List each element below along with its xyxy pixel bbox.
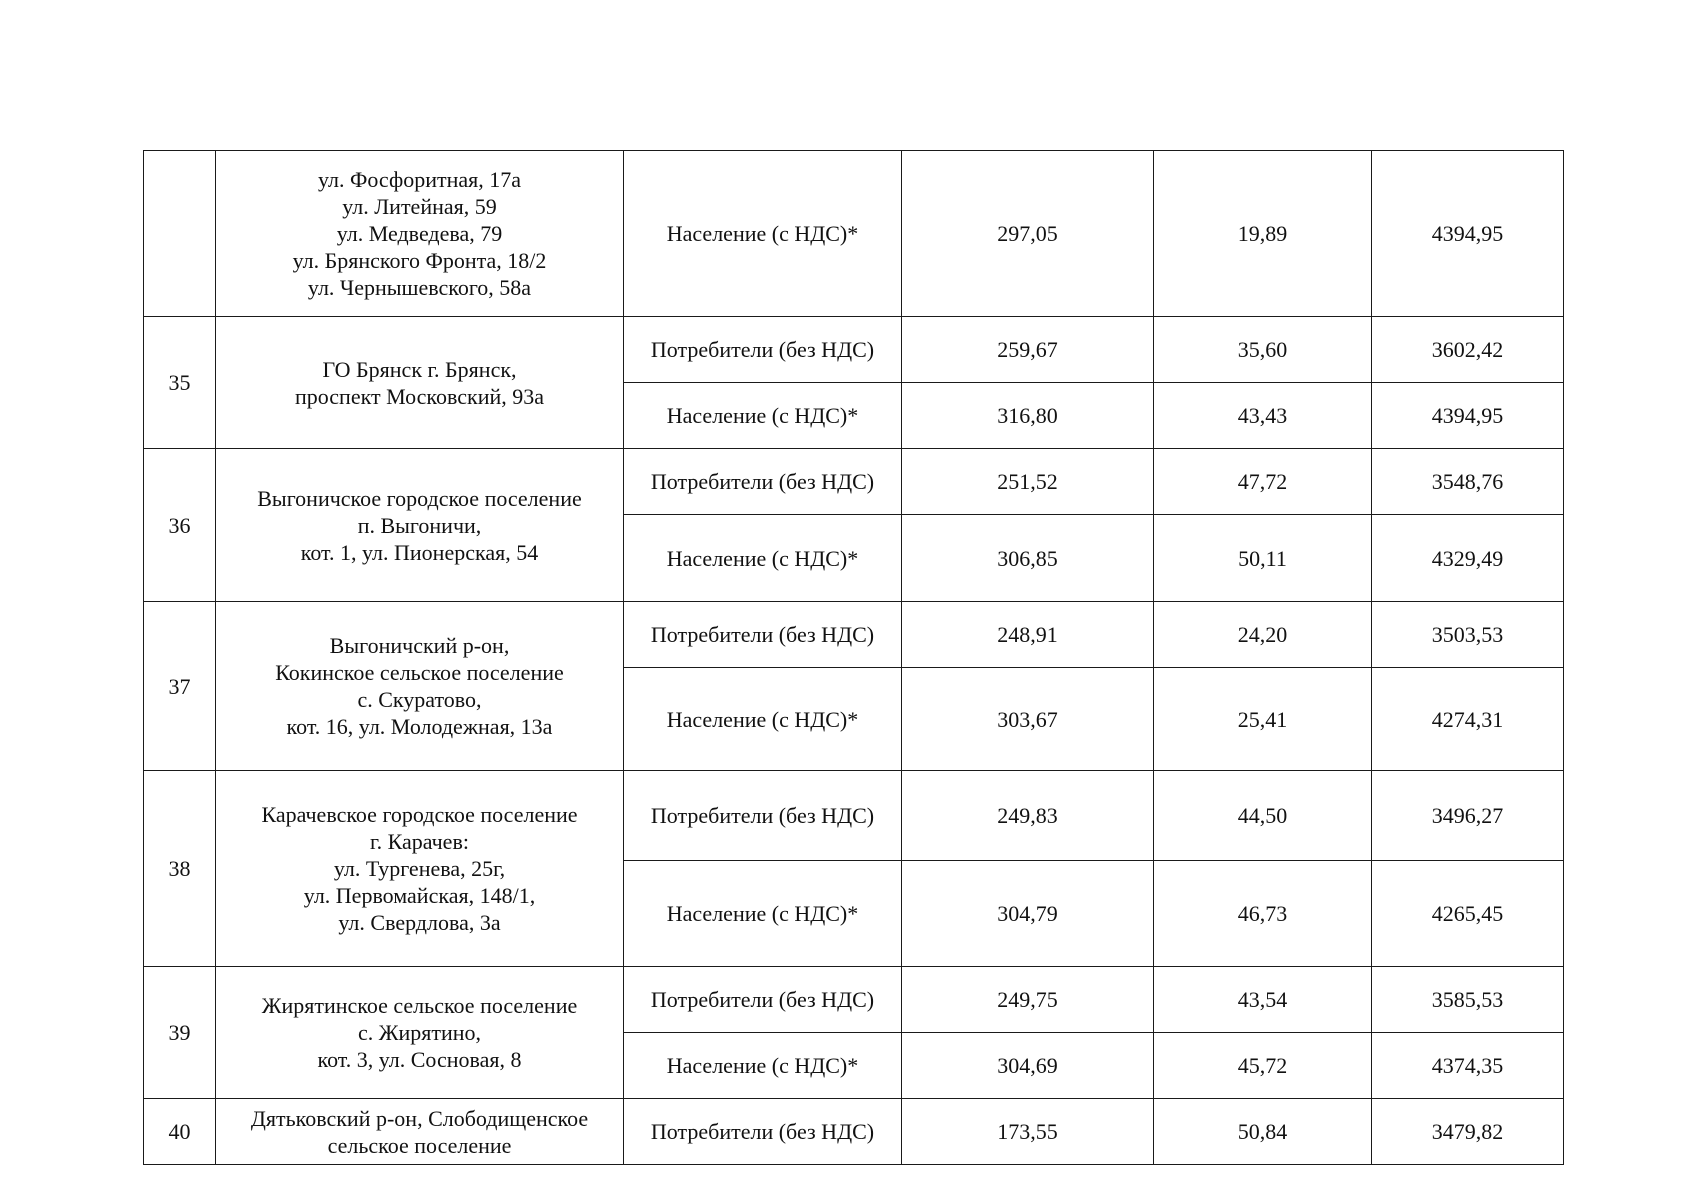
address-cell: Карачевское городское поселение г. Карачев: ул. Тургенева, 25г, ул. Первомайская, 148/1, ул. Свердлова, 3а (216, 771, 624, 967)
table-body (144, 151, 1564, 1165)
table-row (144, 602, 1564, 668)
value-cell-3: 3585,53 (1372, 967, 1564, 1033)
value-cell-2: 35,60 (1154, 317, 1372, 383)
row-number (144, 151, 216, 317)
value-cell-1: 259,67 (902, 317, 1154, 383)
value-cell-2: 50,11 (1154, 515, 1372, 602)
tariff-table (143, 150, 1564, 1165)
consumer-category-cell: Население (с НДС)* (624, 151, 902, 317)
row-number: 37 (144, 602, 216, 771)
consumer-category-cell: Потребители (без НДС) (624, 317, 902, 383)
value-cell-3: 4265,45 (1372, 861, 1564, 967)
value-cell-2: 44,50 (1154, 771, 1372, 861)
value-cell-3: 4329,49 (1372, 515, 1564, 602)
value-cell-3: 3503,53 (1372, 602, 1564, 668)
row-number: 40 (144, 1099, 216, 1165)
consumer-category-cell: Население (с НДС)* (624, 383, 902, 449)
address-cell: ГО Брянск г. Брянск, проспект Московский, 93а (216, 317, 624, 449)
consumer-category-cell: Население (с НДС)* (624, 861, 902, 967)
consumer-category-cell: Население (с НДС)* (624, 668, 902, 771)
value-cell-3: 3602,42 (1372, 317, 1564, 383)
consumer-category-cell: Потребители (без НДС) (624, 1099, 902, 1165)
value-cell-2: 43,43 (1154, 383, 1372, 449)
consumer-category-cell: Население (с НДС)* (624, 515, 902, 602)
address-cell: Выгоничский р-он, Кокинское сельское поселение с. Скуратово, кот. 16, ул. Молодежная, 13а (216, 602, 624, 771)
table-row (144, 1099, 1564, 1165)
value-cell-1: 303,67 (902, 668, 1154, 771)
row-number: 39 (144, 967, 216, 1099)
value-cell-1: 306,85 (902, 515, 1154, 602)
value-cell-3: 4394,95 (1372, 151, 1564, 317)
address-cell: Жирятинское сельское поселение с. Жирятино, кот. 3, ул. Сосновая, 8 (216, 967, 624, 1099)
table-row (144, 449, 1564, 515)
row-number: 36 (144, 449, 216, 602)
table-row (144, 317, 1564, 383)
value-cell-1: 248,91 (902, 602, 1154, 668)
value-cell-2: 47,72 (1154, 449, 1372, 515)
value-cell-3: 3548,76 (1372, 449, 1564, 515)
consumer-category-cell: Потребители (без НДС) (624, 449, 902, 515)
value-cell-1: 249,75 (902, 967, 1154, 1033)
value-cell-3: 4274,31 (1372, 668, 1564, 771)
address-cell: Выгоничское городское поселение п. Выгоничи, кот. 1, ул. Пионерская, 54 (216, 449, 624, 602)
consumer-category-cell: Потребители (без НДС) (624, 602, 902, 668)
value-cell-1: 173,55 (902, 1099, 1154, 1165)
consumer-category-cell: Потребители (без НДС) (624, 967, 902, 1033)
value-cell-1: 304,79 (902, 861, 1154, 967)
value-cell-2: 25,41 (1154, 668, 1372, 771)
address-cell: Дятьковский р-он, Слободищенское сельское поселение (216, 1099, 624, 1165)
value-cell-1: 249,83 (902, 771, 1154, 861)
value-cell-3: 3479,82 (1372, 1099, 1564, 1165)
value-cell-2: 43,54 (1154, 967, 1372, 1033)
value-cell-3: 3496,27 (1372, 771, 1564, 861)
value-cell-1: 316,80 (902, 383, 1154, 449)
value-cell-2: 45,72 (1154, 1033, 1372, 1099)
value-cell-1: 297,05 (902, 151, 1154, 317)
address-cell: ул. Фосфоритная, 17а ул. Литейная, 59 ул. Медведева, 79 ул. Брянского Фронта, 18/2 ул. Чернышевского, 58а (216, 151, 624, 317)
value-cell-2: 50,84 (1154, 1099, 1372, 1165)
value-cell-2: 19,89 (1154, 151, 1372, 317)
table-row (144, 151, 1564, 317)
value-cell-2: 24,20 (1154, 602, 1372, 668)
value-cell-3: 4394,95 (1372, 383, 1564, 449)
consumer-category-cell: Население (с НДС)* (624, 1033, 902, 1099)
value-cell-1: 304,69 (902, 1033, 1154, 1099)
row-number: 35 (144, 317, 216, 449)
table-row (144, 967, 1564, 1033)
consumer-category-cell: Потребители (без НДС) (624, 771, 902, 861)
value-cell-1: 251,52 (902, 449, 1154, 515)
value-cell-2: 46,73 (1154, 861, 1372, 967)
table-row (144, 771, 1564, 861)
value-cell-3: 4374,35 (1372, 1033, 1564, 1099)
row-number: 38 (144, 771, 216, 967)
